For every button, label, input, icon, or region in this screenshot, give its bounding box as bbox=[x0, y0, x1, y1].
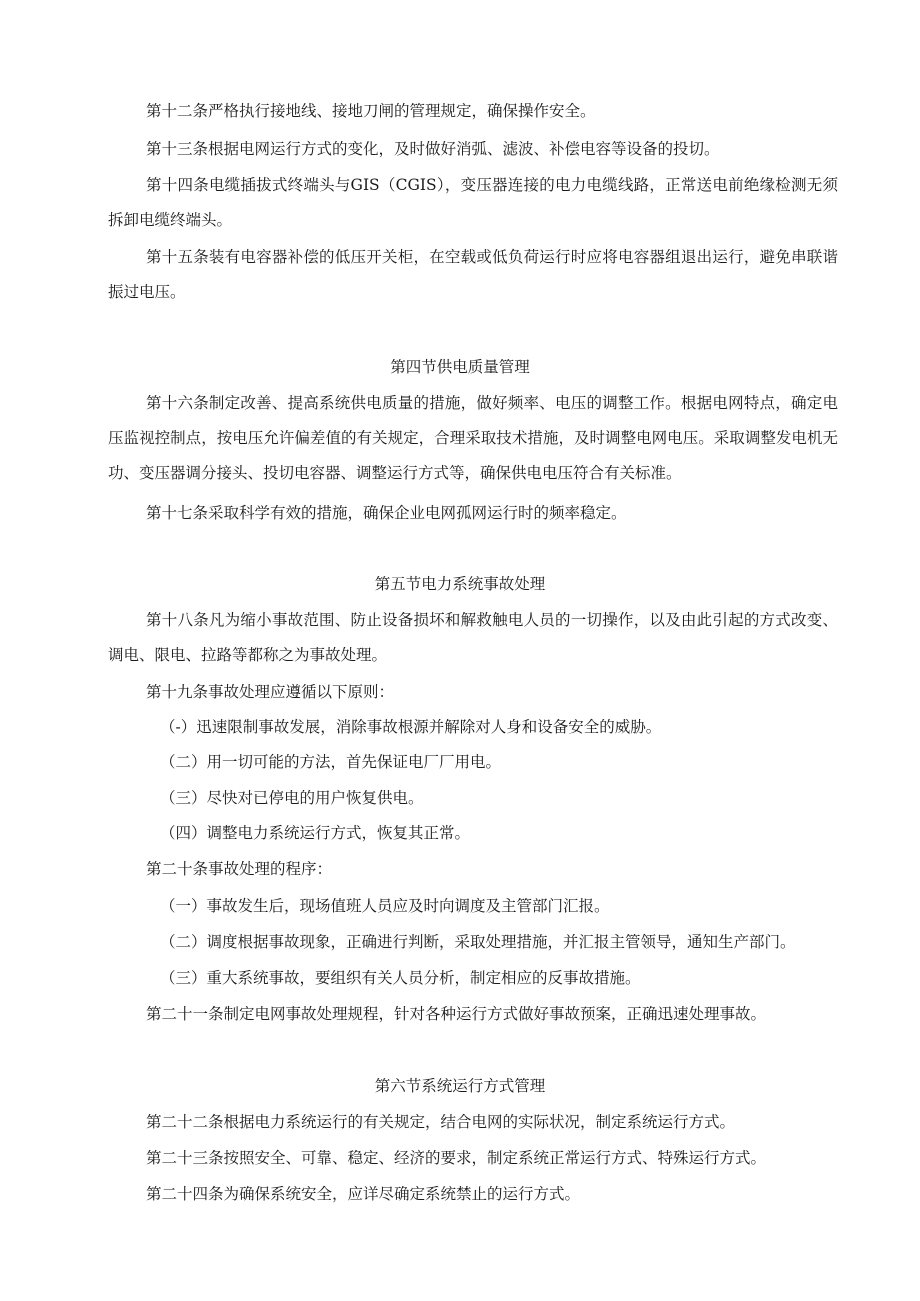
article-13: 第十三条根据电网运行方式的变化，及时做好消弧、滤波、补偿电容等设备的投切。 bbox=[146, 140, 720, 158]
article-14: 第十四条电缆插拔式终端头与GIS（CGIS），变压器连接的电力电缆线路，正常送电前绝缘检测无须拆卸电缆终端头。 bbox=[108, 176, 838, 229]
section-heading-6: 第六节系统运行方式管理 bbox=[374, 1077, 546, 1095]
principle-item-2: （二）用一切可能的方法，首先保证电厂厂用电。 bbox=[160, 753, 502, 771]
article-24: 第二十四条为确保系统安全，应详尽确定系统禁止的运行方式。 bbox=[146, 1185, 581, 1203]
article-22: 第二十二条根据电力系统运行的有关规定，结合电网的实际状况，制定系统运行方式。 bbox=[146, 1113, 736, 1131]
procedure-item-3: （三）重大系统事故，要组织有关人员分析，制定相应的反事故措施。 bbox=[160, 969, 641, 987]
section-heading-4: 第四节供电质量管理 bbox=[390, 358, 530, 376]
principle-item-4: （四）调整电力系统运行方式，恢复其正常。 bbox=[160, 824, 471, 842]
article-23: 第二十三条按照安全、可靠、稳定、经济的要求，制定系统正常运行方式、特殊运行方式。 bbox=[146, 1149, 767, 1167]
article-15: 第十五条装有电容器补偿的低压开关柜，在空载或低负荷运行时应将电容器组退出运行，避免串联谐振过电压。 bbox=[108, 248, 838, 301]
procedure-item-1: （一）事故发生后，现场值班人员应及时向调度及主管部门汇报。 bbox=[160, 897, 610, 915]
article-19: 第十九条事故处理应遵循以下原则： bbox=[146, 683, 395, 701]
section-heading-5: 第五节电力系统事故处理 bbox=[374, 575, 546, 593]
principle-item-3: （三）尽快对已停电的用户恢复供电。 bbox=[160, 789, 424, 807]
principle-item-1: （-）迅速限制事故发展，消除事故根源并解除对人身和设备安全的威胁。 bbox=[160, 718, 662, 736]
article-17: 第十七条采取科学有效的措施，确保企业电网孤网运行时的频率稳定。 bbox=[146, 504, 627, 522]
article-16: 第十六条制定改善、提高系统供电质量的措施，做好频率、电压的调整工作。根据电网特点，确定电压监视控制点，按电压允许偏差值的有关规定，合理采取技术措施，及时调整电网电压。采取调整发电机无功、变压器调分接头、投切电容器、调整运行方式等，确保供电电压符合有关标准。 bbox=[108, 394, 838, 482]
article-18: 第十八条凡为缩小事故范围、防止设备损坏和解救触电人员的一切操作，以及由此引起的方式改变、调电、限电、拉路等都称之为事故处理。 bbox=[108, 611, 838, 664]
article-20: 第二十条事故处理的程序： bbox=[146, 860, 333, 878]
article-21: 第二十一条制定电网事故处理规程，针对各种运行方式做好事故预案，正确迅速处理事故。 bbox=[146, 1005, 767, 1023]
procedure-item-2: （二）调度根据事故现象，正确进行判断，采取处理措施，并汇报主管领导，通知生产部门。 bbox=[160, 933, 796, 951]
article-12: 第十二条严格执行接地线、接地刀闸的管理规定，确保操作安全。 bbox=[146, 102, 596, 120]
